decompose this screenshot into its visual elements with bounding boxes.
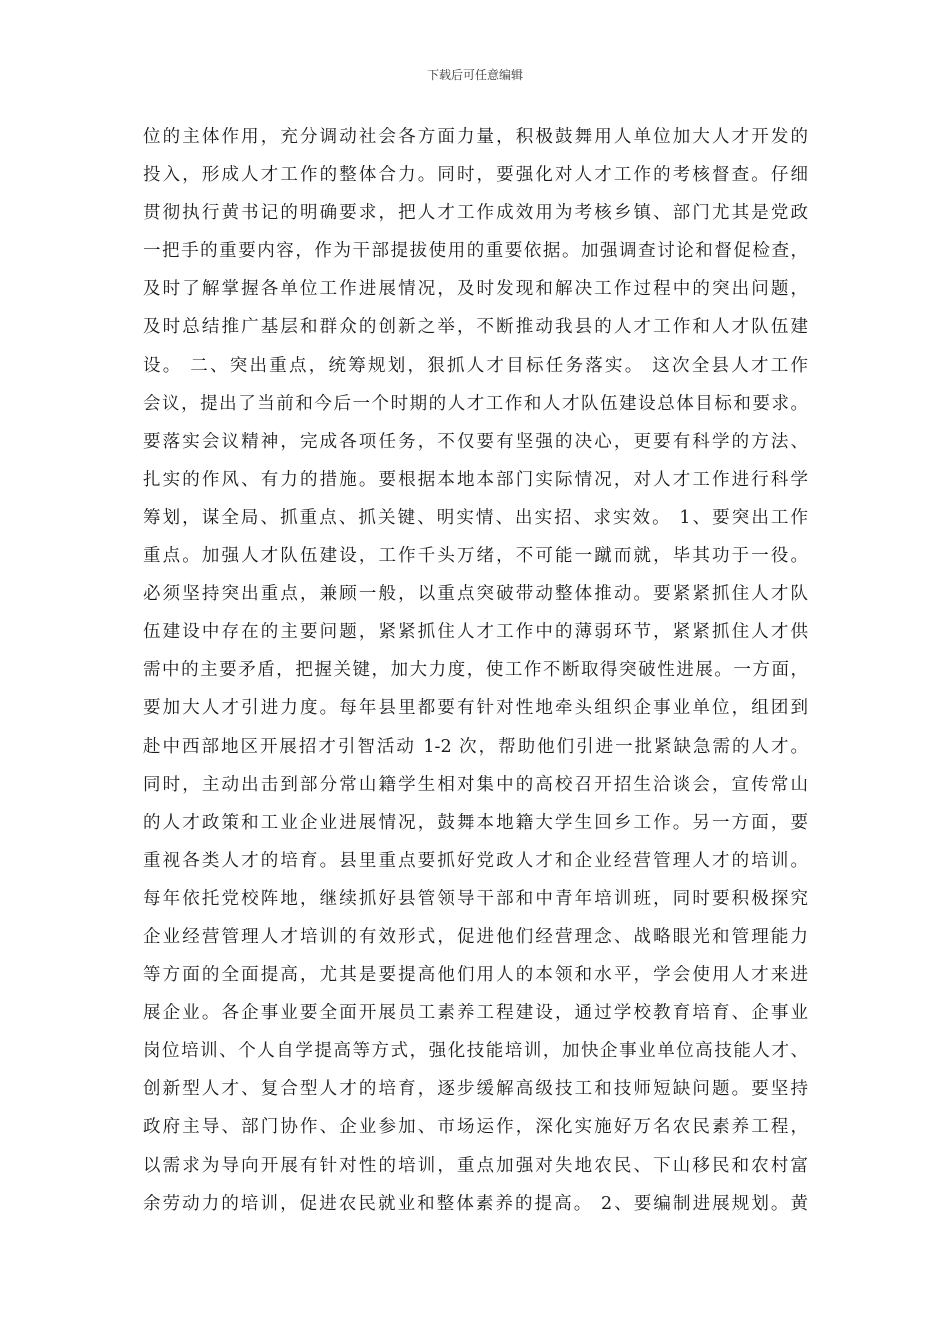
text-line: 政府主导、部门协作、企业参加、市场运作，深化实施好万名农民素养工程，: [143, 1117, 808, 1138]
text-line: 需中的主要矛盾，把握关键，加大力度，使工作不断取得突破性进展。一方面，: [143, 660, 808, 681]
text-line: 余劳动力的培训，促进农民就业和整体素养的提高。 2、要编制进展规划。黄: [143, 1193, 808, 1214]
text-line: 及时总结推广基层和群众的创新之举，不断推动我县的人才工作和人才队伍建: [143, 317, 808, 338]
text-line: 重视各类人才的培育。县里重点要抓好党政人才和企业经营管理人才的培训。: [143, 850, 808, 871]
text-line: 同时，主动出击到部分常山籍学生相对集中的高校召开招生洽谈会，宣传常山: [143, 774, 808, 795]
text-line: 展企业。各企事业要全面开展员工素养工程建设，通过学校教育培育、企事业: [143, 1003, 808, 1024]
text-line: 的人才政策和工业企业进展情况，鼓舞本地籍大学生回乡工作。另一方面，要: [143, 812, 808, 833]
text-line: 岗位培训、个人自学提高等方式，强化技能培训，加快企事业单位高技能人才、: [143, 1041, 808, 1062]
text-line: 等方面的全面提高，尤其是要提高他们用人的本领和水平，学会使用人才来进: [143, 965, 808, 986]
page-header: 下载后可任意编辑: [426, 68, 523, 82]
text-line: 重点。加强人才队伍建设，工作千头万绪，不可能一蹴而就，毕其功于一役。: [143, 546, 808, 567]
text-line: 筹划，谋全局、抓重点、抓关键、明实情、出实招、求实效。 1、要突出工作: [143, 507, 808, 528]
text-line: 一把手的重要内容，作为干部提拔使用的重要依据。加强调查讨论和督促检查，: [143, 241, 808, 262]
text-line: 企业经营管理人才培训的有效形式，促进他们经营理念、战略眼光和管理能力: [143, 926, 808, 947]
text-line: 设。 二、突出重点，统筹规划，狠抓人才目标任务落实。 这次全县人才工作: [143, 355, 808, 376]
text-line: 扎实的作风、有力的措施。要根据本地本部门实际情况，对人才工作进行科学: [143, 469, 808, 490]
text-line: 位的主体作用，充分调动社会各方面力量，积极鼓舞用人单位加大人才开发的: [143, 127, 808, 147]
text-line: 赴中西部地区开展招才引智活动 1-2 次，帮助他们引进一批紧缺急需的人才。: [143, 736, 808, 757]
text-line: 必须坚持突出重点，兼顾一般，以重点突破带动整体推动。要紧紧抓住人才队: [143, 584, 808, 605]
text-line: 及时了解掌握各单位工作进展情况，及时发现和解决工作过程中的突出问题，: [143, 279, 808, 300]
text-line: 贯彻执行黄书记的明确要求，把人才工作成效用为考核乡镇、部门尤其是党政: [143, 203, 808, 224]
text-line: 伍建设中存在的主要问题，紧紧抓住人才工作中的薄弱环节，紧紧抓住人才供: [143, 622, 808, 643]
text-line: 以需求为导向开展有针对性的培训，重点加强对失地农民、下山移民和农村富: [143, 1155, 808, 1176]
text-line: 要加大人才引进力度。每年县里都要有针对性地牵头组织企事业单位，组团到: [143, 698, 808, 719]
text-line: 会议，提出了当前和今后一个时期的人才工作和人才队伍建设总体目标和要求。: [143, 393, 808, 414]
text-line: 要落实会议精神，完成各项任务，不仅要有坚强的决心，更要有科学的方法、: [143, 431, 808, 452]
text-line: 每年依托党校阵地，继续抓好县管领导干部和中青年培训班，同时要积极探究: [143, 888, 808, 909]
body-text: [143, 118, 808, 1223]
text-line: 投入，形成人才工作的整体合力。同时，要强化对人才工作的考核督查。仔细: [143, 165, 808, 186]
text-line: 创新型人才、复合型人才的培育，逐步缓解高级技工和技师短缺问题。要坚持: [143, 1079, 808, 1100]
